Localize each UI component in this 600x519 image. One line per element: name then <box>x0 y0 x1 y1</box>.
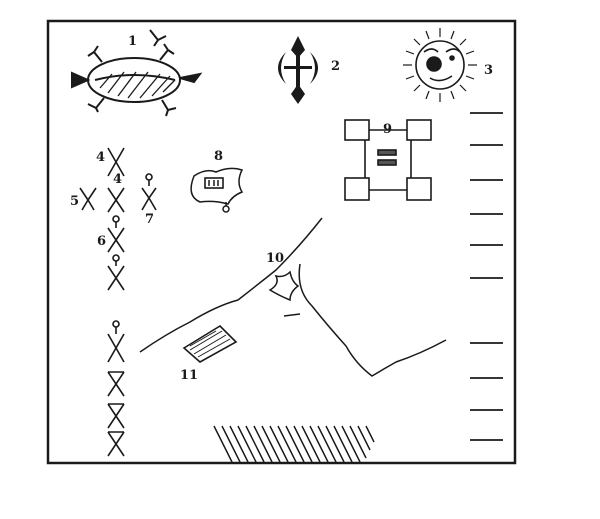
hatched-area <box>214 426 374 462</box>
label-9: 9 <box>383 122 393 137</box>
crescents-figure <box>278 36 318 104</box>
label-4a: 4 <box>96 150 106 165</box>
label-10: 10 <box>266 251 285 266</box>
label-5: 5 <box>70 194 80 209</box>
label-6: 6 <box>97 234 107 249</box>
label-1: 1 <box>128 34 138 49</box>
label-2: 2 <box>331 59 341 74</box>
label-8: 8 <box>214 149 224 164</box>
label-3: 3 <box>484 63 494 78</box>
island-figure <box>191 168 242 212</box>
men-figures <box>80 148 156 456</box>
label-7: 7 <box>145 212 155 227</box>
label-4b: 4 <box>113 172 123 187</box>
label-11: 11 <box>180 368 199 383</box>
river-fork-figure <box>140 218 446 376</box>
sun-figure <box>403 28 477 102</box>
mat-figure <box>184 326 236 362</box>
tally-marks <box>470 113 503 440</box>
